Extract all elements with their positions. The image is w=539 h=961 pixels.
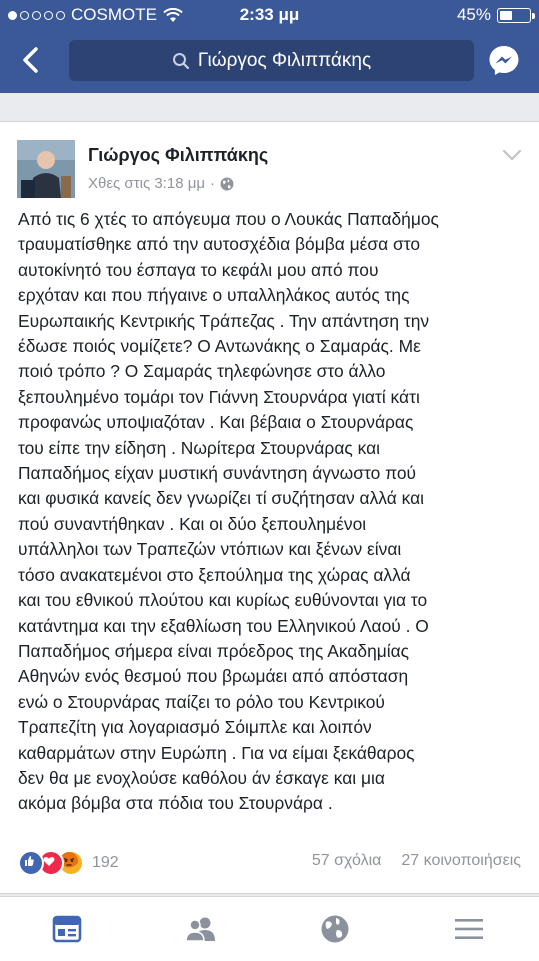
- post-text-line: κατάντημα και την εξαθλίωση του Ελληνικού Λαού . Ο: [18, 615, 429, 636]
- battery-icon: [497, 8, 531, 23]
- messenger-icon: [486, 42, 522, 78]
- battery-level: [500, 11, 512, 20]
- post-text-line: ενώ ο Στουρνάρας παίζει το ρόλο του Κεντρικού: [18, 691, 385, 712]
- battery-percent: 45%: [456, 5, 491, 24]
- tab-bar: [0, 896, 539, 961]
- post-text-line: υπάλληλοι των Τραπεζών ντόπιων και ξένων είναι: [18, 539, 402, 560]
- post-text-line: ποιό τρόπο ? Ο Σαμαράς τηλεφώνησε στο άλλο: [18, 361, 386, 382]
- post-text-line: τόσο ανακατεμένοι στο ξεπούλημα της χώρας αλλά: [18, 564, 411, 585]
- post-text-line: και του εθνικού πλούτου και κυρίως ευθύνονται για το: [18, 590, 428, 611]
- post-text-line: Τραπεζίτη για λογαριασμό Σόιμπλε και λοιπόν: [18, 717, 372, 738]
- reaction-count: 192: [92, 854, 119, 871]
- globe-icon: [320, 914, 350, 944]
- meta-separator: ·: [210, 175, 215, 192]
- post-text-line: και φυσικά κανείς δεν γνωρίζει τί συζήτησαν αλλά και: [18, 488, 425, 509]
- avatar[interactable]: [17, 140, 75, 198]
- back-button[interactable]: [14, 42, 50, 78]
- post-text-line: Παπαδήμος είχαν μυστική συνάντηση άγνωστο πού: [18, 463, 417, 484]
- chevron-down-icon: [501, 148, 523, 162]
- post-text-line: ακόμα βόμβα στα πόδια του Στουρνάρα .: [18, 793, 333, 814]
- post-text-line: δεν θα με ενοχλούσε καθόλου άν έσκαγε και μια: [18, 767, 385, 788]
- menu-icon: [454, 917, 484, 941]
- post-text: [18, 207, 528, 817]
- shares-count[interactable]: 27 κοινοποιήσεις: [401, 852, 521, 869]
- search-bar[interactable]: [69, 40, 474, 81]
- tab-menu[interactable]: [402, 897, 536, 961]
- carrier-name: COSMOTE: [71, 5, 157, 24]
- comments-count[interactable]: 57 σχόλια: [311, 852, 382, 869]
- like-icon: [18, 850, 44, 876]
- search-icon: [172, 52, 190, 70]
- friends-icon: [184, 916, 218, 942]
- chevron-left-icon: [14, 42, 50, 78]
- status-right: [457, 5, 531, 25]
- post-text-line: προφανώς υποψιαζόταν . Και βέβαια ο Στουρνάρας: [18, 412, 414, 433]
- post-text-line: πού συναντήθηκαν . Και οι δύο ξεπουλημένοι: [18, 513, 367, 534]
- post-timestamp[interactable]: Χθες στις 3:18 μμ: [88, 175, 205, 192]
- post-meta: [88, 175, 234, 192]
- globe-icon: [220, 177, 234, 191]
- top-bar: [0, 0, 539, 93]
- post-author[interactable]: Γιώργος Φιλιππάκης: [88, 145, 269, 165]
- post-text-line: Ευρωπαικής Κεντρικής Τράπεζας . Την απάντηση την: [18, 310, 430, 331]
- post-text-line: τραυματίσθηκε από την αυτοσχέδια βόμβα μέσα στο: [18, 234, 421, 255]
- post-text-line: έδωσε ποιός νομίζετε? Ο Αντωνάκης ο Σαμαράς. Με: [18, 336, 421, 357]
- tab-notifications[interactable]: [268, 897, 402, 961]
- post-text-line: ξεπουλημένο τομάρι τον Γιάννη Στουρνάρα γιατί κάτι: [18, 386, 420, 407]
- post-options-button[interactable]: [501, 148, 523, 162]
- post-text-line: ερχόταν και που πήγαινε ο υπαλληλάκος αυτός της: [18, 285, 410, 306]
- messenger-button[interactable]: [486, 42, 522, 78]
- news-feed-icon: [52, 915, 82, 943]
- status-bar: [0, 0, 539, 30]
- tab-friends[interactable]: [134, 897, 268, 961]
- post-text-line: Από τις 6 χτές το απόγευμα που ο Λουκάς Παπαδήμος: [18, 209, 439, 229]
- post-text-line: καθαρμάτων στην Ευρώπη . Για να είμαι ξεκάθαρος: [18, 742, 415, 763]
- reaction-summary[interactable]: [18, 850, 119, 876]
- tab-news-feed[interactable]: [0, 897, 134, 961]
- post-text-line: Αθηνών ενός θεσμού που βρωμάει από απόσταση: [18, 666, 409, 687]
- post-stats: [312, 852, 521, 870]
- status-time: 2:33 μμ: [239, 5, 300, 24]
- post-text-line: Παπαδήμος σήμερα είναι πρόεδρος της Ακαδημίας: [18, 640, 410, 661]
- post-card: [0, 121, 539, 894]
- search-text: Γιώργος Φιλιππάκης: [197, 49, 372, 71]
- post-text-line: αυτοκίνητό του έσπαγα το κεφάλι μου από που: [18, 259, 379, 280]
- author-photo: [17, 140, 75, 198]
- post-text-line: του είπε την είδηση . Νωρίτερα Στουρνάρας και: [18, 437, 380, 458]
